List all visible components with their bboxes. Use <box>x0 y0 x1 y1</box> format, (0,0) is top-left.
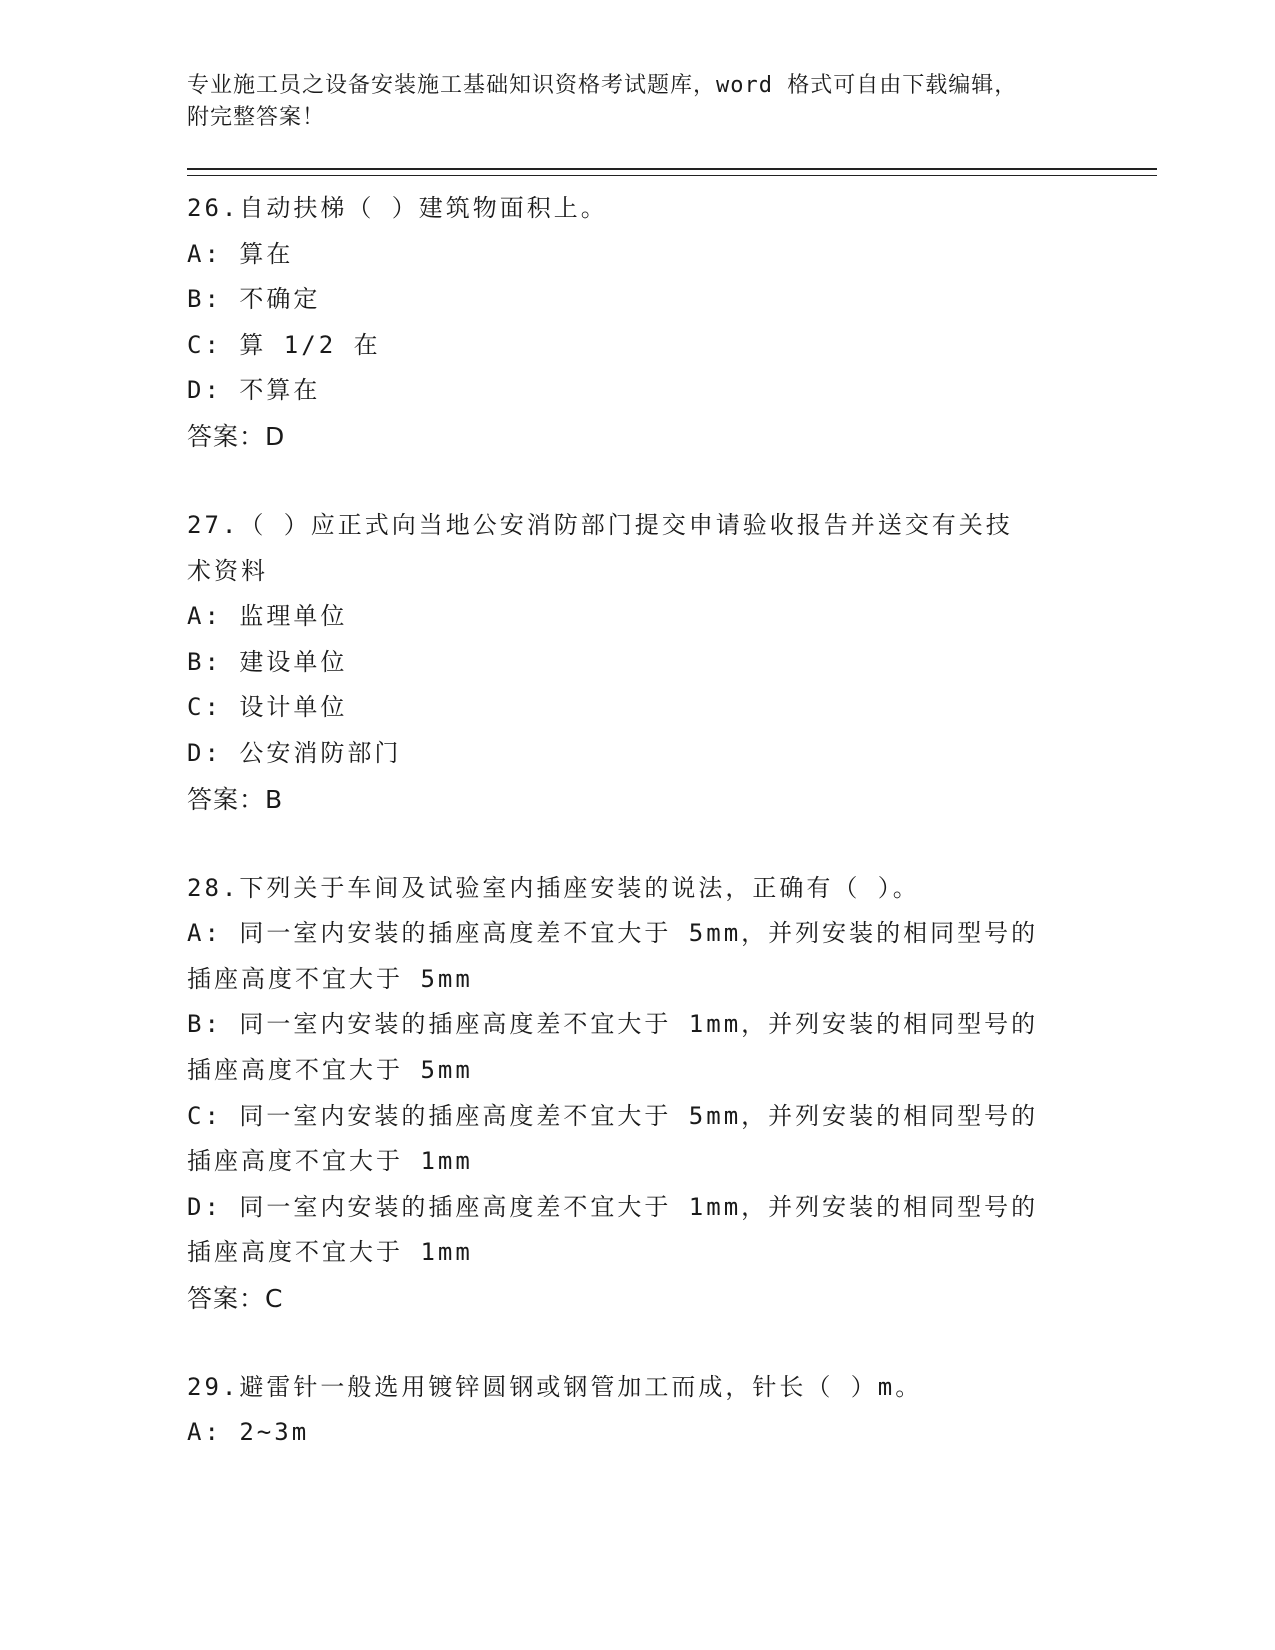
option-a: A: 2~3m <box>187 1418 310 1447</box>
question-text: 27.（ ）应正式向当地公安消防部门提交申请验收报告并送交有关技 <box>187 510 1013 539</box>
answer-label: 答案：B <box>187 784 284 814</box>
option-d: D: 公安消防部门 <box>187 738 402 767</box>
option-c-continued: 插座高度不宜大于 1mm <box>187 1147 473 1176</box>
question-28 <box>187 866 1157 1321</box>
option-c: C: 设计单位 <box>187 693 348 722</box>
question-27 <box>187 503 1157 822</box>
document-page <box>187 70 1157 1500</box>
question-text-continued: 术资料 <box>187 556 268 585</box>
option-d-continued: 插座高度不宜大于 1mm <box>187 1238 473 1267</box>
question-text: 28.下列关于车间及试验室内插座安装的说法，正确有（ ）。 <box>187 873 920 902</box>
question-text: 29.避雷针一般选用镀锌圆钢或钢管加工而成，针长（ ）m。 <box>187 1372 923 1401</box>
option-b: B: 建设单位 <box>187 647 348 676</box>
option-a: A: 同一室内安装的插座高度差不宜大于 5mm，并列安装的相同型号的 <box>187 919 1039 948</box>
option-d: D: 不算在 <box>187 376 321 405</box>
question-26 <box>187 186 1157 459</box>
question-text: 26.自动扶梯（ ）建筑物面积上。 <box>187 194 608 222</box>
option-a: A: 算在 <box>187 239 294 268</box>
document-header-line-1: 专业施工员之设备安装施工基础知识资格考试题库，word 格式可自由下载编辑， <box>187 73 1018 98</box>
option-c: C: 算 1/2 在 <box>187 330 381 359</box>
option-a-continued: 插座高度不宜大于 5mm <box>187 964 473 993</box>
document-header-line-2: 附完整答案！ <box>187 105 326 130</box>
option-d: D: 同一室内安装的插座高度差不宜大于 1mm，并列安装的相同型号的 <box>187 1192 1039 1221</box>
question-29 <box>187 1365 1157 1456</box>
question-list <box>187 186 1157 1456</box>
option-a: A: 监理单位 <box>187 602 348 631</box>
option-b-continued: 插座高度不宜大于 5mm <box>187 1055 473 1084</box>
option-c: C: 同一室内安装的插座高度差不宜大于 5mm，并列安装的相同型号的 <box>187 1101 1039 1130</box>
answer-label: 答案：D <box>187 421 286 451</box>
option-b: B: 不确定 <box>187 285 321 314</box>
header-divider <box>187 168 1157 176</box>
answer-label: 答案：C <box>187 1283 284 1313</box>
option-b: B: 同一室内安装的插座高度差不宜大于 1mm，并列安装的相同型号的 <box>187 1010 1039 1039</box>
